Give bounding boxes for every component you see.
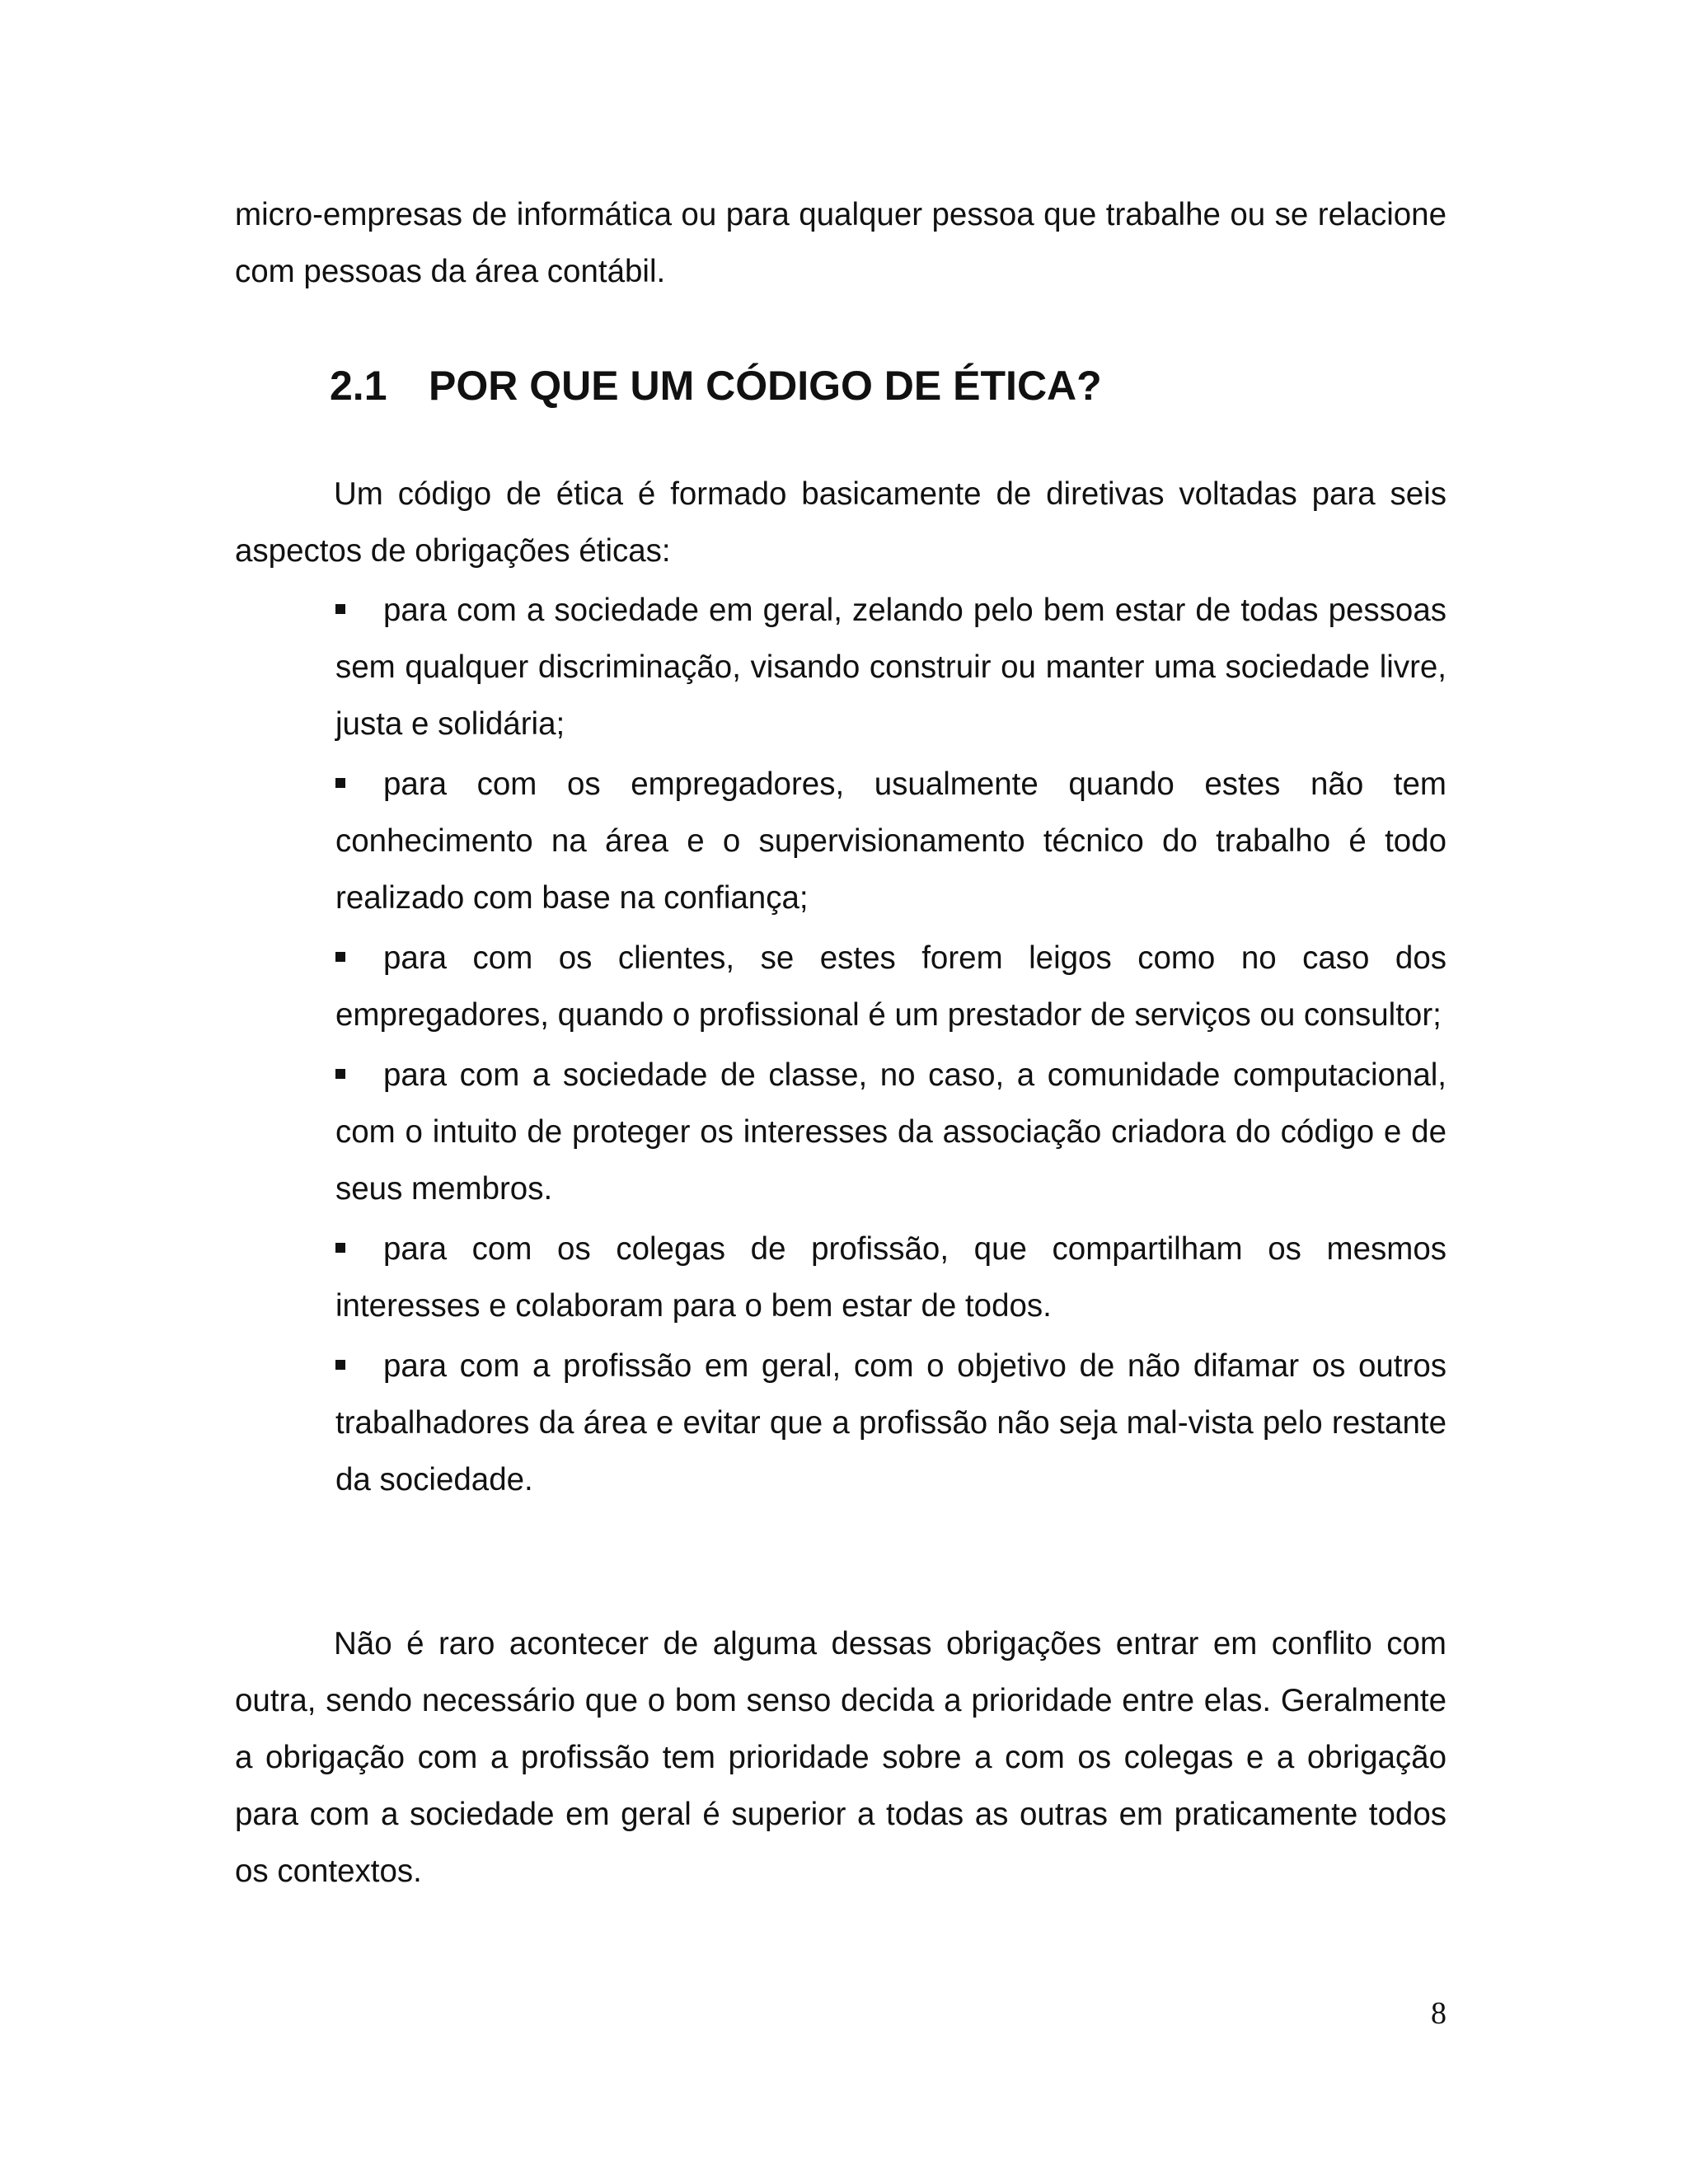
square-bullet-icon [335,1069,345,1079]
section-title: POR QUE UM CÓDIGO DE ÉTICA? [429,363,1102,409]
list-item [335,756,1447,926]
list-item [335,930,1447,1043]
square-bullet-icon [335,952,345,962]
section-number: 2.1 [330,363,387,409]
obligations-list [335,582,1447,1511]
list-item-text: para com os colegas de profissão, que compartilham os mesmos interesses e colaboram para o bem estar de todos. [335,1231,1447,1324]
square-bullet-icon [335,778,345,788]
list-item-text: para com a sociedade de classe, no caso, a comunidade computacional, com o intuito de proteger os interesses da associação criadora do código e de seus membros. [335,1057,1447,1207]
section-heading [330,357,1102,415]
list-item [335,1221,1447,1334]
intro-paragraph: micro-empresas de informática ou para qualquer pessoa que trabalhe ou se relacione com pessoas da área contábil. [235,197,1447,289]
list-item-text: para com os clientes, se estes forem leigos como no caso dos empregadores, quando o profissional é um prestador de serviços ou consultor; [335,940,1447,1033]
list-item [335,1047,1447,1217]
page-number: 8 [1431,1996,1447,2031]
square-bullet-icon [335,604,345,614]
list-item-text: para com os empregadores, usualmente quando estes não tem conhecimento na área e o supervisionamento técnico do trabalho é todo realizado com base na confiança; [335,766,1447,916]
square-bullet-icon [335,1243,345,1253]
closing-paragraph: Não é raro acontecer de alguma dessas obrigações entrar em conflito com outra, sendo necessário que o bom senso decida a prioridade entre elas. Geralmente a obrigação com a profissão tem prioridade sobre a com os colegas e a obrigação para com a sociedade em geral é superior a todas as outras em praticamente todos os contextos. [235,1626,1447,1889]
list-item-text: para com a profissão em geral, com o objetivo de não difamar os outros trabalhadores da área e evitar que a profissão não seja mal-vista pelo restante da sociedade. [335,1348,1447,1497]
square-bullet-icon [335,1360,345,1370]
list-item [335,1338,1447,1508]
list-item-text: para com a sociedade em geral, zelando pelo bem estar de todas pessoas sem qualquer discriminação, visando construir ou manter uma sociedade livre, justa e solidária; [335,593,1447,742]
lead-paragraph: Um código de ética é formado basicamente de diretivas voltadas para seis aspectos de obrigações éticas: [235,476,1447,569]
list-item [335,582,1447,752]
